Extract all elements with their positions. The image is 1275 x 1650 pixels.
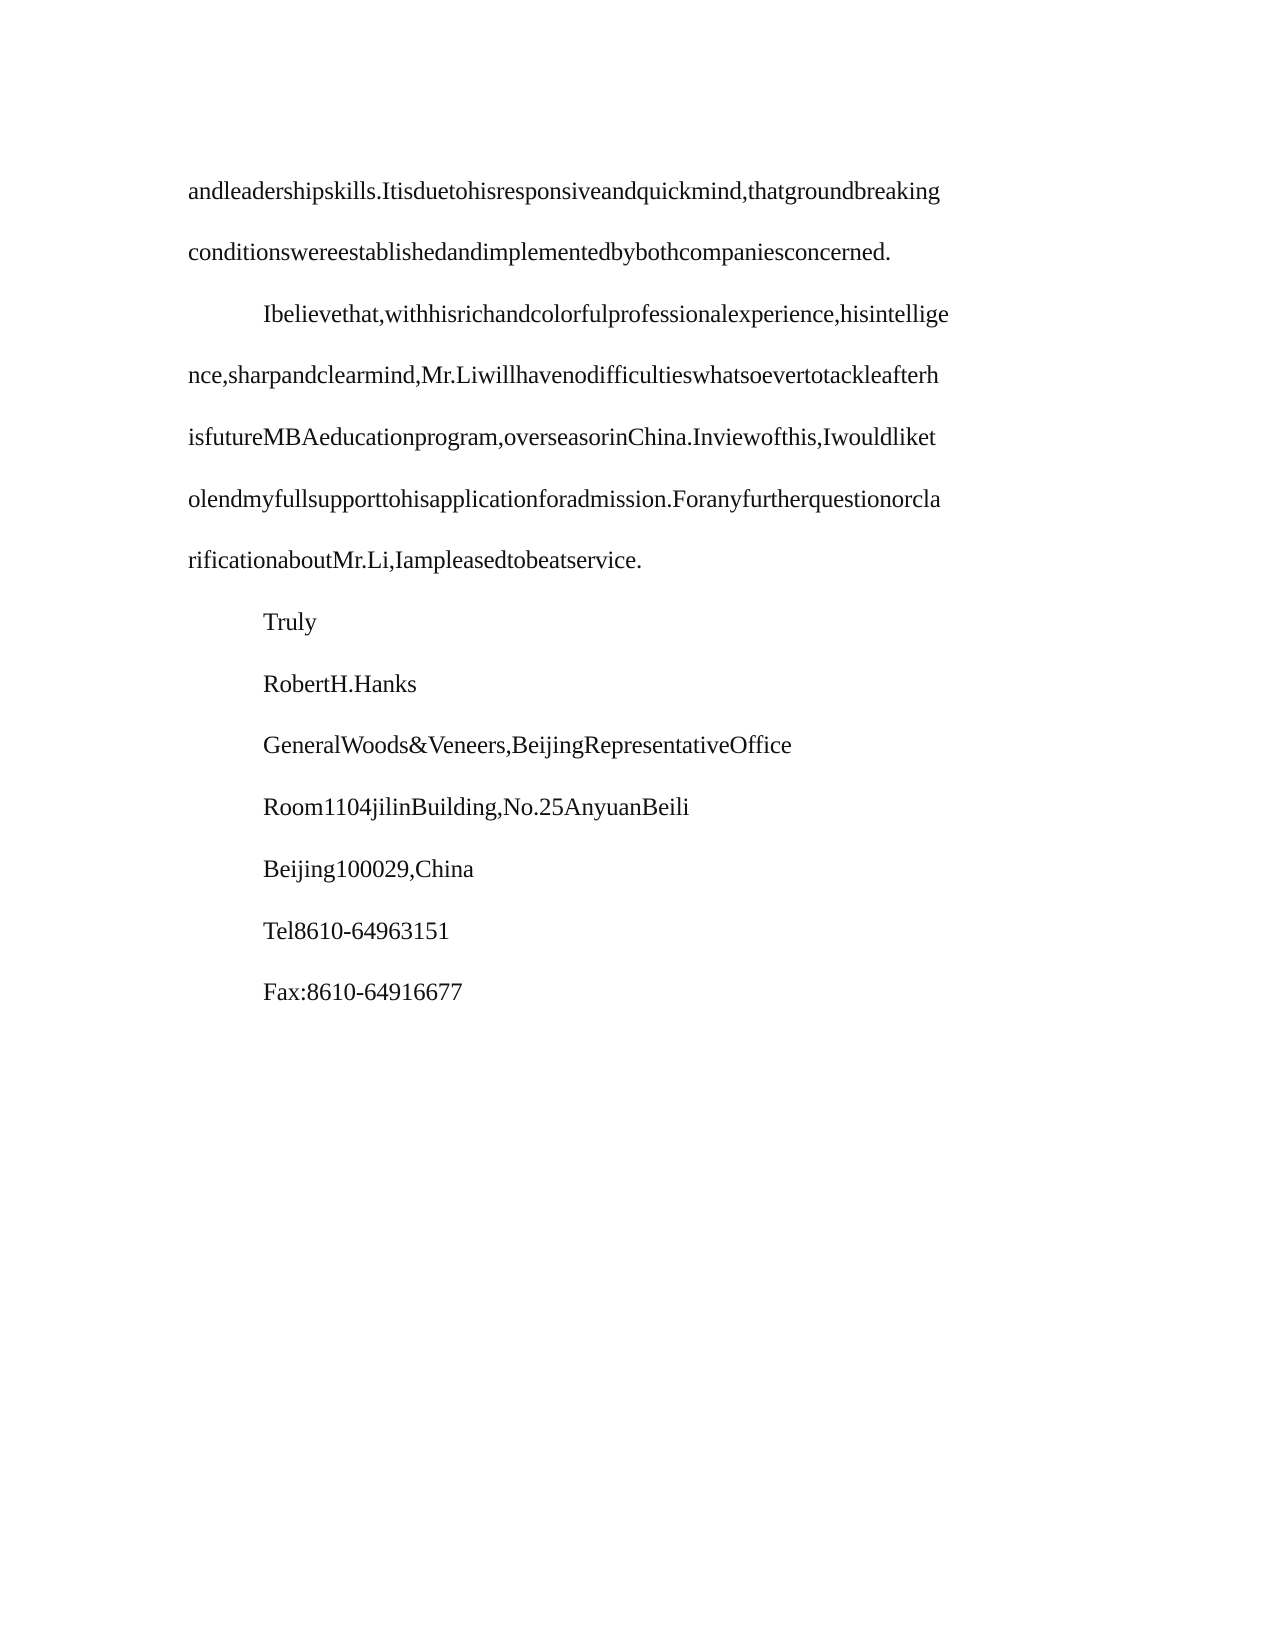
- signature-closing: Truly: [263, 609, 317, 636]
- signature-name: RobertH.Hanks: [263, 671, 417, 698]
- signature-address-line1: Room1104jilinBuilding,No.25AnyuanBeili: [263, 794, 690, 821]
- body-line-1: andleadershipskills.Itisduetohisresponsiveandquickmind,thatgroundbreaking: [188, 178, 940, 205]
- signature-company: GeneralWoods&Veneers,BeijingRepresentativeOffice: [263, 732, 792, 759]
- body-line-4: nce,sharpandclearmind,Mr.Liwillhavenodifficultieswhatsoevertotackleafterh: [188, 362, 939, 389]
- body-line-3: Ibelievethat,withhisrichandcolorfulprofessionalexperience,hisintellige: [263, 301, 949, 328]
- body-line-5: isfutureMBAeducationprogram,overseasorinChina.Inviewofthis,Iwouldliket: [188, 424, 936, 451]
- signature-address-line2: Beijing100029,China: [263, 856, 474, 883]
- body-line-2: conditionswereestablishedandimplementedbybothcompaniesconcerned.: [188, 239, 891, 266]
- signature-fax: Fax:8610-64916677: [263, 979, 463, 1006]
- body-line-7: rificationaboutMr.Li,Iampleasedtobeatservice.: [188, 547, 643, 574]
- body-line-6: olendmyfullsupporttohisapplicationforadmission.Foranyfurtherquestionorcla: [188, 486, 941, 513]
- signature-tel: Tel8610-64963151: [263, 918, 450, 945]
